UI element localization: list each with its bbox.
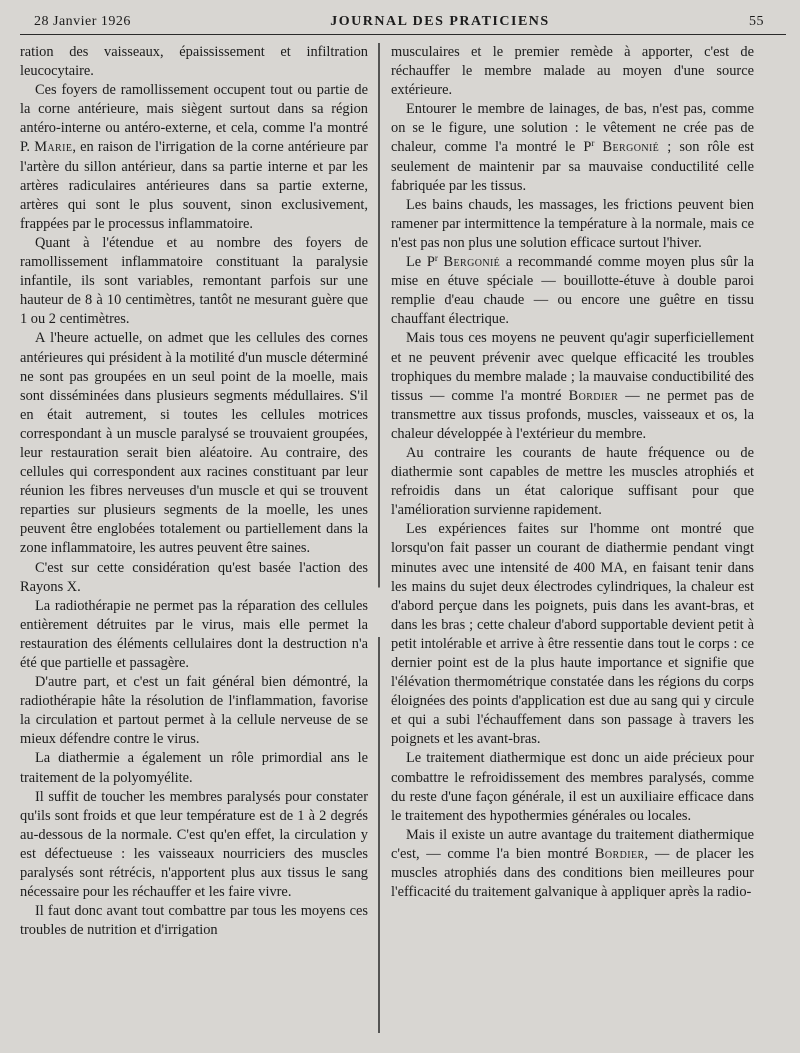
paragraph: Les bains chauds, les massages, les frictions peuvent bien ramener par intermittence la température à la normale, mais ce n'est pas non plus une solution efficace surtout l'hiver. [391,196,754,251]
paragraph: Il faut donc avant tout combattre par tous les moyens ces troubles de nutrition et d'irrigation [20,903,368,939]
paragraph [391,329,754,444]
paragraph: Le traitement diathermique est donc un aide précieux pour combattre le refroidissement des membres paralysés, comme du reste d'une façon générale, il est un auxiliaire efficace dans le traitement des hypothermies générales ou locales. [391,750,754,824]
page-header [20,14,786,35]
paragraph: musculaires et le premier remède à apporter, c'est de réchauffer le membre malade au moyen d'une source extérieure. [391,44,754,99]
text-run: Mais il existe un autre avantage du traitement diathermique c'est, — comme l'a bien montré [391,826,754,862]
author-name: Bergonié [443,254,501,271]
paragraph: D'autre part, et c'est un fait général bien démontré, la radiothérapie hâte la résolution de l'inflammation, favorise la circulation et partout permet à la cellule nerveuse de se mieux défendre contre le virus. [20,674,368,748]
text-run: Le P [406,254,435,271]
paragraph: C'est sur cette considération qu'est basée l'action des Rayons X. [20,559,368,595]
superscript: r [591,138,595,149]
author-name: Bordier [568,387,619,404]
paragraph: ration des vaisseaux, épaississement et infiltration leucocytaire. [20,44,368,80]
text-run: a recommandé comme moyen plus sûr la mise en étuve spéciale — bouillotte-étuve à double paroi remplie d'eau chaude — ou encore une guêtre en tissu chauffant électrique. [391,254,754,328]
left-column [20,43,376,1033]
paragraph: La diathermie a également un rôle primordial ans le traitement de la polyomyélite. [20,750,368,786]
column-rule [378,43,380,1033]
page-number: 55 [748,14,764,29]
journal-title: JOURNAL DES PRATICIENS [330,14,550,29]
paragraph: La radiothérapie ne permet pas la réparation des cellules entièrement détruites par le virus, mais elle permet la restauration des éléments cellulaires dont la destruction n'a été que partielle et passagère. [20,597,368,671]
text-run: Ces foyers de ramollissement occupent tout ou partie de la corne antérieure, mais siègent surtout dans sa région antéro-interne ou antéro-externe, et cela, comme l'a montré P. [20,82,368,156]
paragraph: Les expériences faites sur l'homme ont montré que lorsqu'on fait passer un courant de diathermie pendant vingt minutes avec une intensité de 400 MA, en faisant tenir dans les mains du sujet deux électrodes cylindriques, la chaleur est d'abord perçue dans les poignets, puis dans les avant-bras, et dans les bras ; cette chaleur d'abord supportable devient petit à petit intolérable et arrive à être ressentie dans tout le corps : ce dernier point est de la plus haute importance et signifie que l'élévation thermométrique constatée dans les régions du corps éloignées des points d'application est due au sang qui y circule et qui a subi l'échauffement dans son passage à travers les poignets et les avant-bras. [391,521,754,748]
issue-date: 28 Janvier 1926 [34,14,131,29]
text-run: , en raison de l'irrigation de la corne antérieure par l'artère du sillon antérieur, dans sa partie interne et par les artères radiculaires antérieures dans sa partie externe, artères qui sont le plus souvent, sinon exclusivement, frappées par le processus inflammatoire. [20,139,368,232]
author-name: Marie [34,139,73,156]
paragraph: Il suffit de toucher les membres paralysés pour constater qu'ils sont froids et que leur température est de 1 à 2 degrés au-dessous de la normale. C'est qu'en effet, la circulation y est défectueuse : les vaisseaux nourriciers des muscles paralysés sont rétrécis, n'apportent plus aux tissus le sang nécessaire pour les réchauffer et les faire vivre. [20,788,368,901]
paragraph: Quant à l'étendue et au nombre des foyers de ramollissement inflammatoire constituant la paralysie infantile, ils sont variables, remontant parfois sur une hauteur de 8 à 10 centimètres, tantôt ne mesurant guère que 1 ou 2 centimètres. [20,234,368,328]
right-column [382,43,754,1033]
paragraph [20,81,368,234]
author-name: Bordier [594,845,645,862]
paragraph [391,100,754,195]
text-run [594,139,602,155]
text-run: Mais tous ces moyens ne peuvent qu'agir superficiellement et ne peuvent prévenir avec quelque efficacité les troubles trophiques du membre malade ; la mauvaise conductibilité des tissus — comme l'a montré [391,330,754,404]
superscript: r [434,253,438,264]
text-run: Entourer le membre de lainages, de bas, n'est pas, comme on se le figure, une solution : le vêtement ne crée pas de chaleur, comme l'a montré le P [391,101,754,156]
author-name: Bergonié [602,139,660,156]
text-run: — ne permet pas de transmettre aux tissus profonds, muscles, vaisseaux et os, la chaleur développée à l'extérieur du membre. [391,387,754,442]
paragraph: Au contraire les courants de haute fréquence ou de diathermie sont capables de mettre les muscles atrophiés et refroidis dans un état calorique suffisant pour que l'amélioration survienne rapidement. [391,444,754,519]
paragraph [391,826,754,902]
paragraph [391,253,754,329]
text-columns [20,43,786,1033]
text-run: ; son rôle est seulement de maintenir par sa mauvaise conductilité celle fabriquée par les tissus. [391,139,754,194]
paragraph: A l'heure actuelle, on admet que les cellules des cornes antérieures qui président à la motilité d'un muscle déterminé ne sont pas groupées en un seul point de la moelle, mais sont disséminées dans plusieurs segments médullaires. S'il en était autrement, si toutes les cellules motrices correspondant à un muscle paralysé se trouvaient groupées, leur restauration serait bien aléatoire. Au contraire, des cellules qui correspondent aux racines constituant par leur réunion les fibres nerveuses d'un muscle et qui se trouvent reparties sur plusieurs segments de la moelle, les unes peuvent être englobées totalement ou partiellement dans la zone inflammatoire, les autres peuvent être saines. [20,330,368,557]
text-run: , — de placer les muscles atrophiés dans des conditions bien meilleures pour l'efficacité du traitement galvanique à appliquer après la radio- [391,845,754,901]
